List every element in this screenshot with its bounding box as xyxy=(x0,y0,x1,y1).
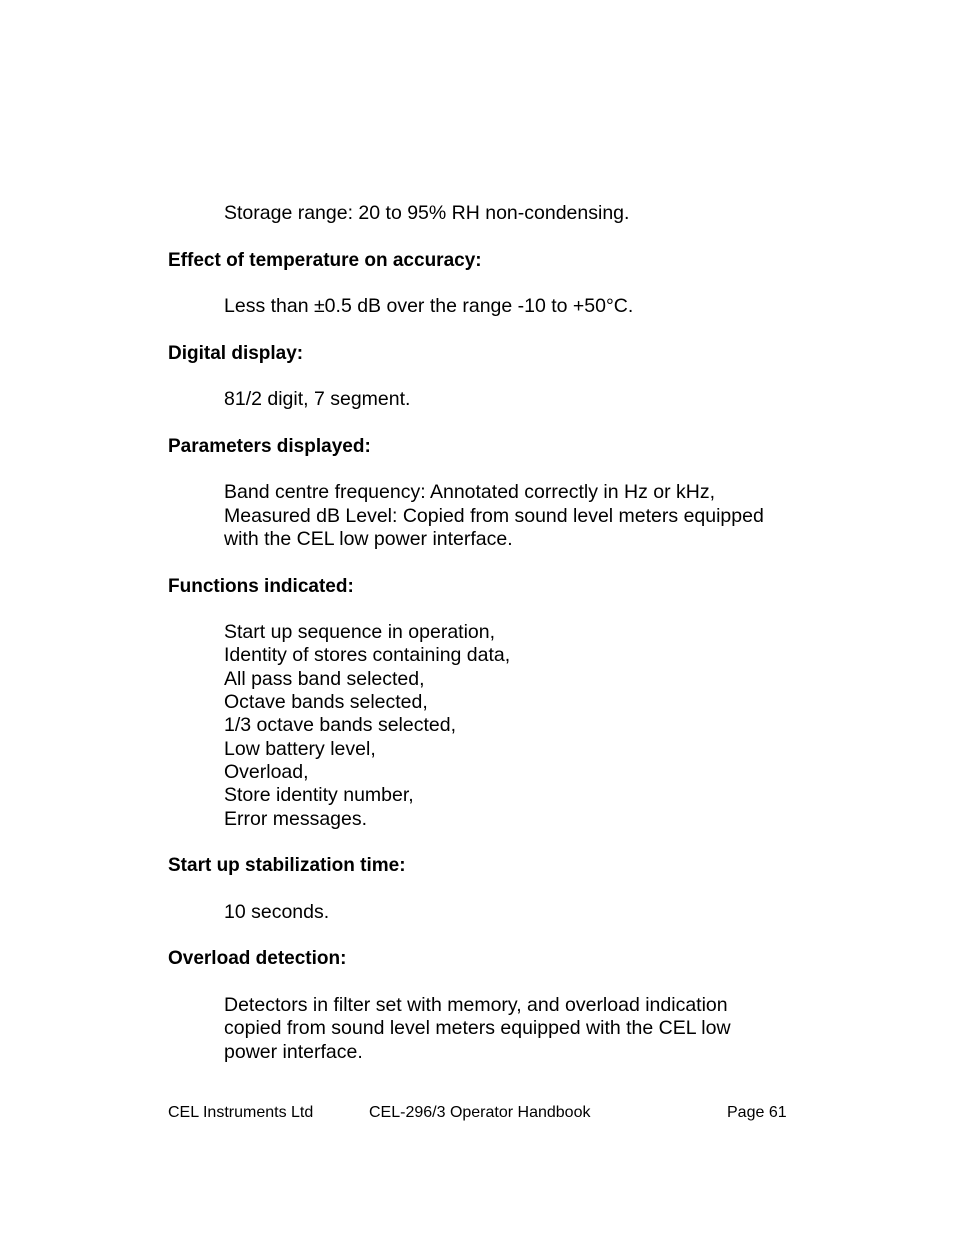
function-item: Overload, xyxy=(224,761,309,783)
overload-detection-line: power interface. xyxy=(224,1041,363,1063)
heading-overload-detection: Overload detection: xyxy=(168,948,347,969)
function-item: All pass band selected, xyxy=(224,668,425,690)
digital-display-text: 81/2 digit, 7 segment. xyxy=(224,388,411,410)
footer-page-number: Page 61 xyxy=(727,1104,787,1121)
function-item: Octave bands selected, xyxy=(224,691,428,713)
function-item: Low battery level, xyxy=(224,738,376,760)
footer-document-title: CEL-296/3 Operator Handbook xyxy=(369,1104,591,1121)
overload-detection-line: copied from sound level meters equipped with the CEL low xyxy=(224,1017,731,1039)
overload-detection-line: Detectors in filter set with memory, and overload indication xyxy=(224,994,728,1016)
function-item: Error messages. xyxy=(224,808,368,830)
startup-stabilization-text: 10 seconds. xyxy=(224,901,330,923)
function-item: Identity of stores containing data, xyxy=(224,644,511,666)
heading-parameters-displayed: Parameters displayed: xyxy=(168,436,371,457)
parameters-line: Band centre frequency: Annotated correctly in Hz or kHz, xyxy=(224,481,715,503)
function-item: Store identity number, xyxy=(224,784,414,806)
parameters-line: Measured dB Level: Copied from sound level meters equipped xyxy=(224,505,764,527)
storage-range-text: Storage range: 20 to 95% RH non-condensing. xyxy=(224,202,630,224)
function-item: 1/3 octave bands selected, xyxy=(224,714,456,736)
heading-startup-stabilization: Start up stabilization time: xyxy=(168,855,406,876)
heading-functions-indicated: Functions indicated: xyxy=(168,576,354,597)
parameters-line: with the CEL low power interface. xyxy=(224,528,513,550)
heading-digital-display: Digital display: xyxy=(168,343,304,364)
heading-temperature-effect: Effect of temperature on accuracy: xyxy=(168,250,482,271)
footer-company: CEL Instruments Ltd xyxy=(168,1104,314,1121)
temperature-effect-text: Less than ±0.5 dB over the range -10 to +50°C. xyxy=(224,295,634,317)
function-item: Start up sequence in operation, xyxy=(224,621,496,643)
